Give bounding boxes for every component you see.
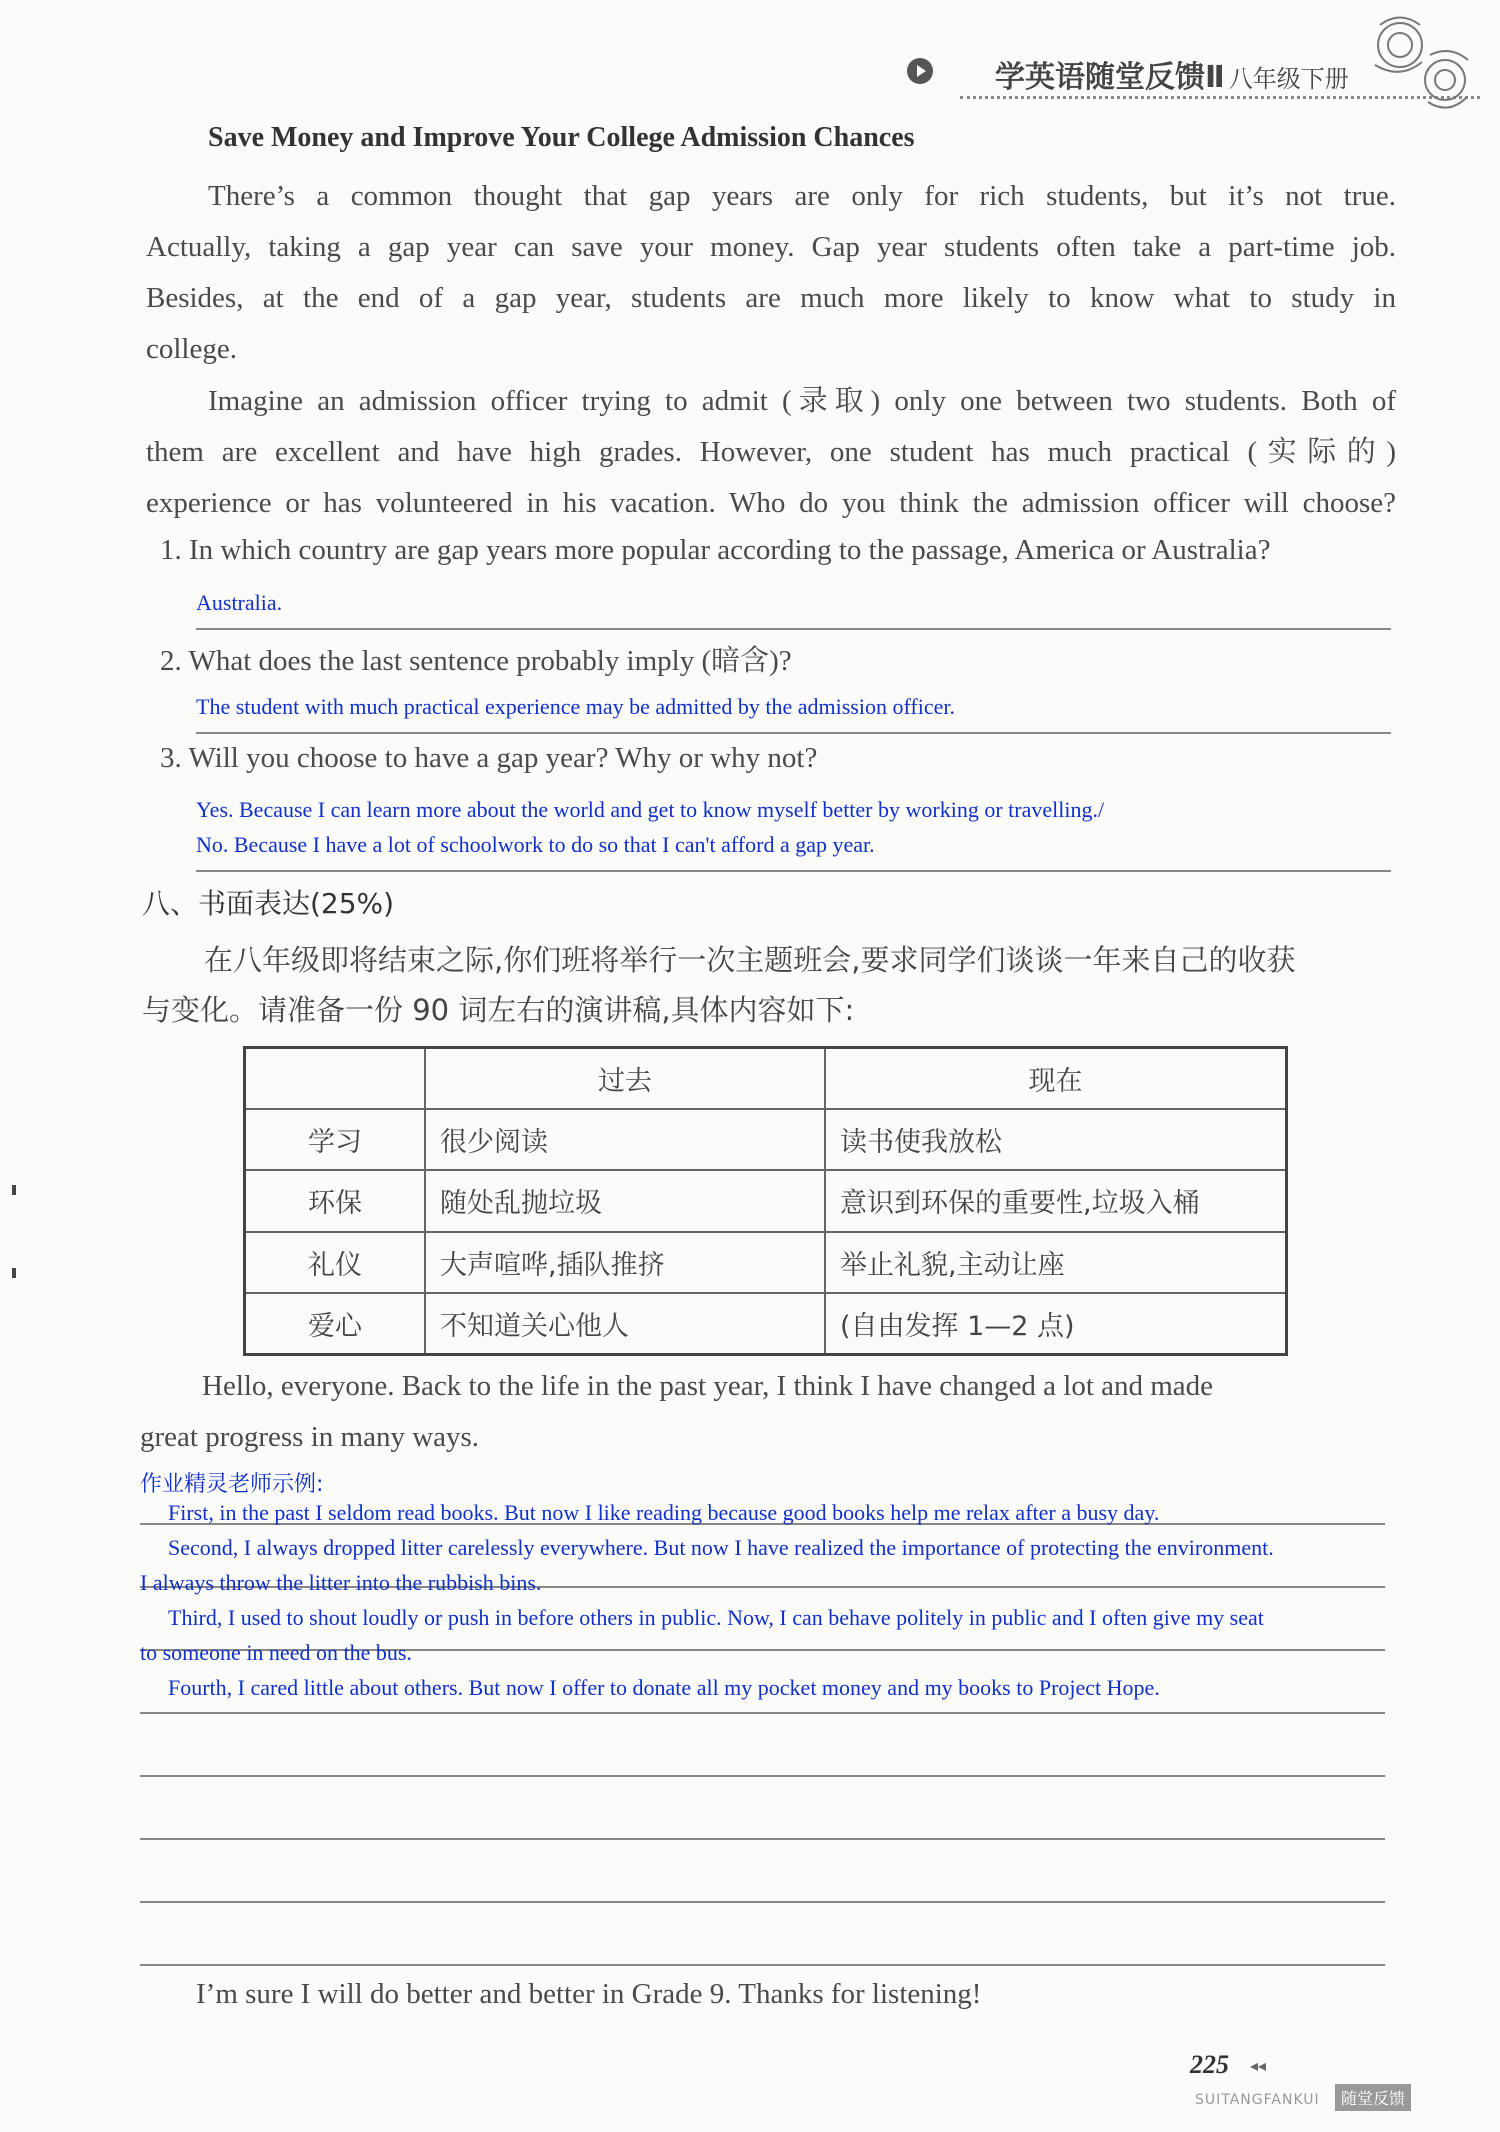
essay-line: Fourth, I cared little about others. But now I offer to donate all my pocket money and my books to Project Hope.: [168, 1675, 1160, 1700]
margin-mark: [12, 1268, 16, 1278]
paragraph-line: college.: [146, 333, 237, 365]
opening-line: Hello, everyone. Back to the life in the past year, I think I have changed a lot and made: [202, 1370, 1214, 1402]
writing-rule: [140, 1838, 1385, 1840]
essay-line: I always throw the litter into the rubbish bins.: [140, 1570, 542, 1595]
table-cell: 不知道关心他人: [425, 1293, 825, 1355]
table-cell: 爱心: [245, 1293, 426, 1355]
answer-2: The student with much practical experience may be admitted by the admission officer.: [196, 694, 955, 719]
arrow-icon: ◂◂: [1250, 2056, 1267, 2075]
table-cell: (自由发挥 1—2 点): [825, 1293, 1287, 1355]
section-title: 八、书面表达(25%): [142, 887, 395, 920]
answer-3b: No. Because I have a lot of schoolwork to do so that I can't afford a gap year.: [196, 832, 875, 857]
paragraph-line: experience or has volunteered in his vacation. Who do you think the admission officer will choose?: [146, 487, 1396, 519]
margin-mark: [12, 1185, 16, 1195]
writing-rule: [140, 1901, 1385, 1903]
paragraph-line: Actually, taking a gap year can save your money. Gap year students often take a part-time job.: [146, 231, 1396, 263]
sample-label: 作业精灵老师示例:: [140, 1472, 324, 1497]
table-row: [245, 1293, 1287, 1355]
question-2: 2. What does the last sentence probably imply (暗含)?: [160, 645, 792, 677]
play-icon: [907, 58, 933, 84]
writing-rule: [140, 1964, 1385, 1966]
table-cell: 礼仪: [245, 1232, 426, 1293]
question-3: 3. Will you choose to have a gap year? Why or why not?: [160, 742, 818, 774]
essay-line: Third, I used to shout loudly or push in before others in public. Now, I can behave politely in public and I often give my seat: [168, 1605, 1264, 1630]
table-cell: 读书使我放松: [825, 1109, 1287, 1170]
table-cell: 现在: [825, 1048, 1287, 1110]
answer-rule: [196, 628, 1391, 630]
table-row: [245, 1232, 1287, 1293]
prompt-line: 在八年级即将结束之际,你们班将举行一次主题班会,要求同学们谈谈一年来自己的收获: [204, 943, 1296, 977]
table-row: [245, 1109, 1287, 1170]
paragraph-line: There’s a common thought that gap years are only for rich students, but it’s not true.: [208, 180, 1396, 212]
table-cell: 随处乱抛垃圾: [425, 1170, 825, 1231]
table-cell: [245, 1048, 426, 1110]
table-cell: 学习: [245, 1109, 426, 1170]
paragraph-line: Imagine an admission officer trying to admit (录取) only one between two students. Both of: [208, 385, 1396, 417]
opening-line: great progress in many ways.: [140, 1421, 480, 1453]
answer-rule: [196, 732, 1391, 734]
writing-rule: [140, 1775, 1385, 1777]
table-cell: 意识到环保的重要性,垃圾入桶: [825, 1170, 1287, 1231]
paragraph-line: them are excellent and have high grades. However, one student has much practical (实际的): [146, 436, 1396, 468]
footer-badge: 随堂反馈: [1335, 2084, 1411, 2111]
book-title: 学英语随堂反馈Ⅱ 八年级下册: [995, 60, 1349, 95]
essay-line: Second, I always dropped litter carelessly everywhere. But now I have realized the importance of protecting the environment.: [168, 1535, 1274, 1560]
table-cell: 举止礼貌,主动让座: [825, 1232, 1287, 1293]
passage-title: Save Money and Improve Your College Admission Chances: [208, 122, 915, 153]
writing-rule: [140, 1712, 1385, 1714]
answer-1: Australia.: [196, 590, 283, 615]
question-1: 1. In which country are gap years more popular according to the passage, America or Australia?: [160, 534, 1271, 566]
answer-3a: Yes. Because I can learn more about the world and get to know myself better by working or travelling./: [196, 797, 1105, 822]
table-cell: 过去: [425, 1048, 825, 1110]
table-header-row: [245, 1048, 1287, 1110]
essay-line: First, in the past I seldom read books. But now I like reading because good books help me relax after a busy day.: [168, 1500, 1160, 1525]
footer-brand: SUITANGFANKUI: [1195, 2092, 1320, 2108]
closing-line: I’m sure I will do better and better in Grade 9. Thanks for listening!: [196, 1978, 982, 2010]
answer-rule: [196, 870, 1391, 872]
flower-ornament-icon: [1360, 10, 1480, 120]
table-row: [245, 1170, 1287, 1231]
table-cell: 很少阅读: [425, 1109, 825, 1170]
paragraph-line: Besides, at the end of a gap year, students are much more likely to know what to study in: [146, 282, 1396, 314]
prompt-line: 与变化。请准备一份 90 词左右的演讲稿,具体内容如下:: [142, 993, 855, 1027]
essay-line: to someone in need on the bus.: [140, 1640, 412, 1665]
table-cell: 大声喧哗,插队推挤: [425, 1232, 825, 1293]
table-cell: 环保: [245, 1170, 426, 1231]
page-number: 225: [1190, 2050, 1229, 2079]
content-table: [243, 1046, 1288, 1356]
